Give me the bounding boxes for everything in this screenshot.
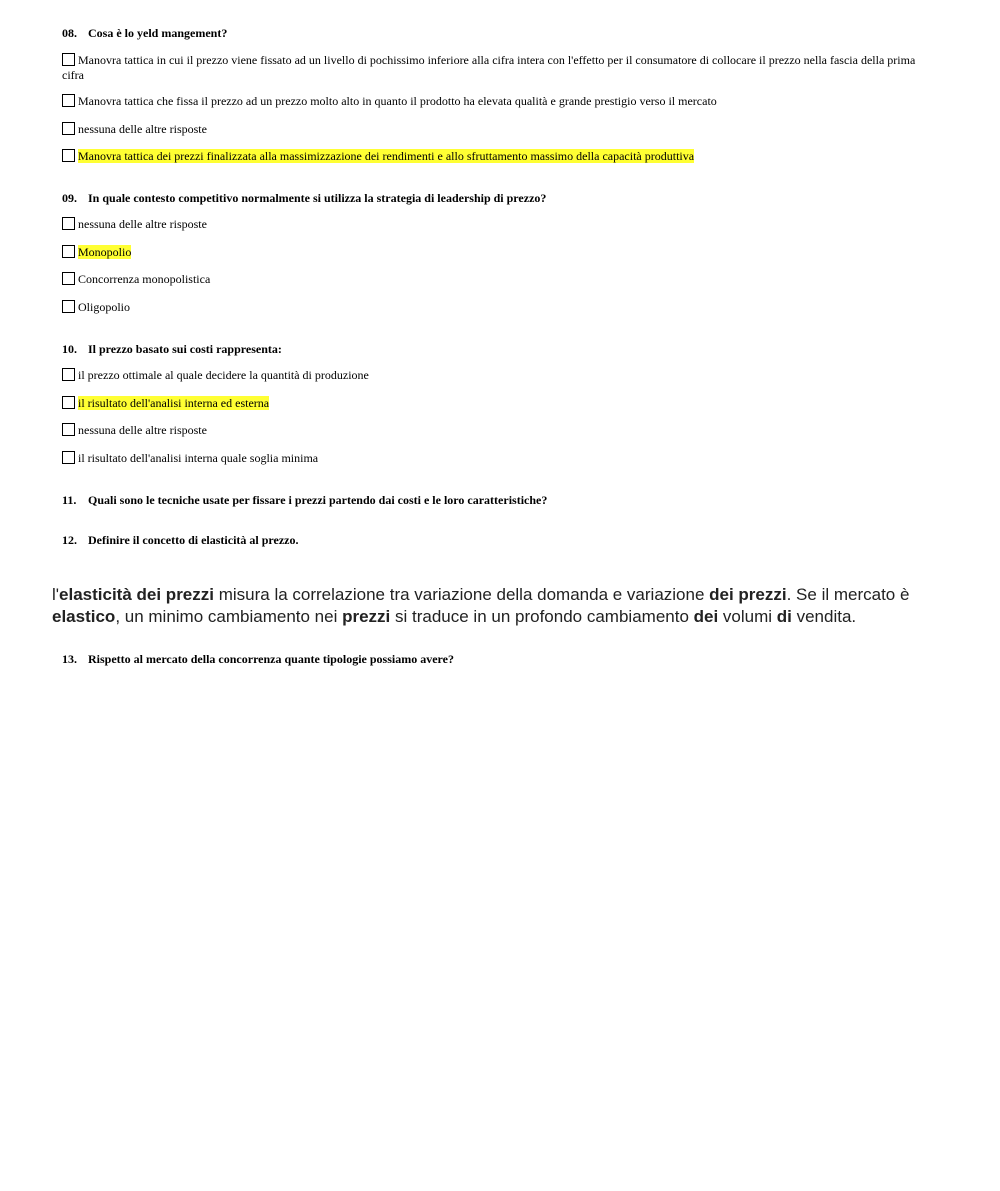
question-text: Cosa è lo yeld mangement? — [88, 26, 228, 40]
q09-option-4[interactable] — [62, 300, 932, 315]
answer-text-part: l' — [52, 585, 60, 604]
checkbox[interactable] — [62, 272, 75, 285]
q09-option-3[interactable] — [62, 272, 932, 287]
q08-option-3[interactable] — [62, 122, 932, 137]
question-number: 12. — [62, 533, 77, 547]
q10-option-1[interactable] — [62, 368, 932, 383]
question-number: 11. — [62, 493, 77, 507]
question-text: Quali sono le tecniche usate per fissare i prezzi partendo dai costi e le loro caratteristiche? — [88, 493, 548, 507]
answer-text-part: , un minimo cambiamento nei — [115, 607, 343, 626]
question-number: 13. — [62, 652, 77, 666]
q09-option-1[interactable] — [62, 217, 932, 232]
answer-text-part: misura la correlazione tra variazione della domanda e variazione — [213, 585, 710, 604]
answer-bold-part: dei — [693, 607, 719, 626]
checkbox[interactable] — [62, 368, 75, 381]
checkbox[interactable] — [62, 149, 75, 162]
checkbox[interactable] — [62, 94, 75, 107]
checkbox[interactable] — [62, 122, 75, 135]
question-11-title — [62, 493, 547, 508]
option-label: Manovra tattica in cui il prezzo viene fissato ad un livello di pochissimo inferiore alla cifra intera con l'effetto per il consumatore di collocare il prezzo nella fascia della prima cifra — [62, 53, 916, 82]
question-09-title — [62, 191, 546, 206]
q08-option-4[interactable] — [62, 149, 932, 164]
question-text: Rispetto al mercato della concorrenza quante tipologie possiamo avere? — [88, 652, 454, 666]
checkbox[interactable] — [62, 217, 75, 230]
q10-option-4[interactable] — [62, 451, 932, 466]
answer-text-part: . Se il mercato è — [786, 585, 910, 604]
q09-option-2[interactable] — [62, 245, 932, 260]
question-number: 08. — [62, 26, 77, 40]
checkbox[interactable] — [62, 245, 75, 258]
option-label-highlighted: il risultato dell'analisi interna ed esterna — [78, 396, 270, 410]
question-13-title — [62, 652, 454, 667]
answer-text-part: volumi — [718, 607, 777, 626]
option-label: il prezzo ottimale al quale decidere la quantità di produzione — [78, 368, 369, 382]
option-label-highlighted: Monopolio — [78, 245, 132, 259]
checkbox[interactable] — [62, 423, 75, 436]
question-12-title — [62, 533, 299, 548]
checkbox[interactable] — [62, 300, 75, 313]
question-08-title — [62, 26, 227, 41]
question-10-title — [62, 342, 282, 357]
option-label: il risultato dell'analisi interna quale soglia minima — [78, 451, 319, 465]
q08-option-1[interactable] — [62, 53, 932, 83]
question-number: 09. — [62, 191, 77, 205]
option-label: Oligopolio — [78, 300, 131, 314]
option-label: Concorrenza monopolistica — [78, 272, 211, 286]
checkbox[interactable] — [62, 451, 75, 464]
question-text: Definire il concetto di elasticità al prezzo. — [88, 533, 299, 547]
answer-bold-part: prezzi — [342, 607, 391, 626]
question-number: 10. — [62, 342, 77, 356]
question-text: In quale contesto competitivo normalmente si utilizza la strategia di leadership di prezzo? — [88, 191, 547, 205]
answer-text-part: si traduce in un profondo cambiamento — [390, 607, 694, 626]
answer-bold-part: elastico — [52, 607, 116, 626]
answer-bold-part: elasticità dei prezzi — [59, 585, 214, 604]
answer-bold-part: di — [776, 607, 792, 626]
q10-option-3[interactable] — [62, 423, 932, 438]
answer-bold-part: dei prezzi — [709, 585, 787, 604]
checkbox[interactable] — [62, 53, 75, 66]
option-label: Manovra tattica che fissa il prezzo ad un prezzo molto alto in quanto il prodotto ha elevata qualità e grande prestigio verso il mercato — [78, 94, 717, 108]
checkbox[interactable] — [62, 396, 75, 409]
option-label-highlighted: Manovra tattica dei prezzi finalizzata alla massimizzazione dei rendimenti e allo sfruttamento massimo della capacità produttiva — [78, 149, 695, 163]
option-label: nessuna delle altre risposte — [78, 122, 207, 136]
answer-text-part: vendita. — [791, 607, 857, 626]
option-label: nessuna delle altre risposte — [78, 217, 207, 231]
answer-12-text — [52, 584, 982, 628]
q08-option-2[interactable] — [62, 94, 932, 109]
q10-option-2[interactable] — [62, 396, 932, 411]
question-text: Il prezzo basato sui costi rappresenta: — [88, 342, 282, 356]
option-label: nessuna delle altre risposte — [78, 423, 207, 437]
